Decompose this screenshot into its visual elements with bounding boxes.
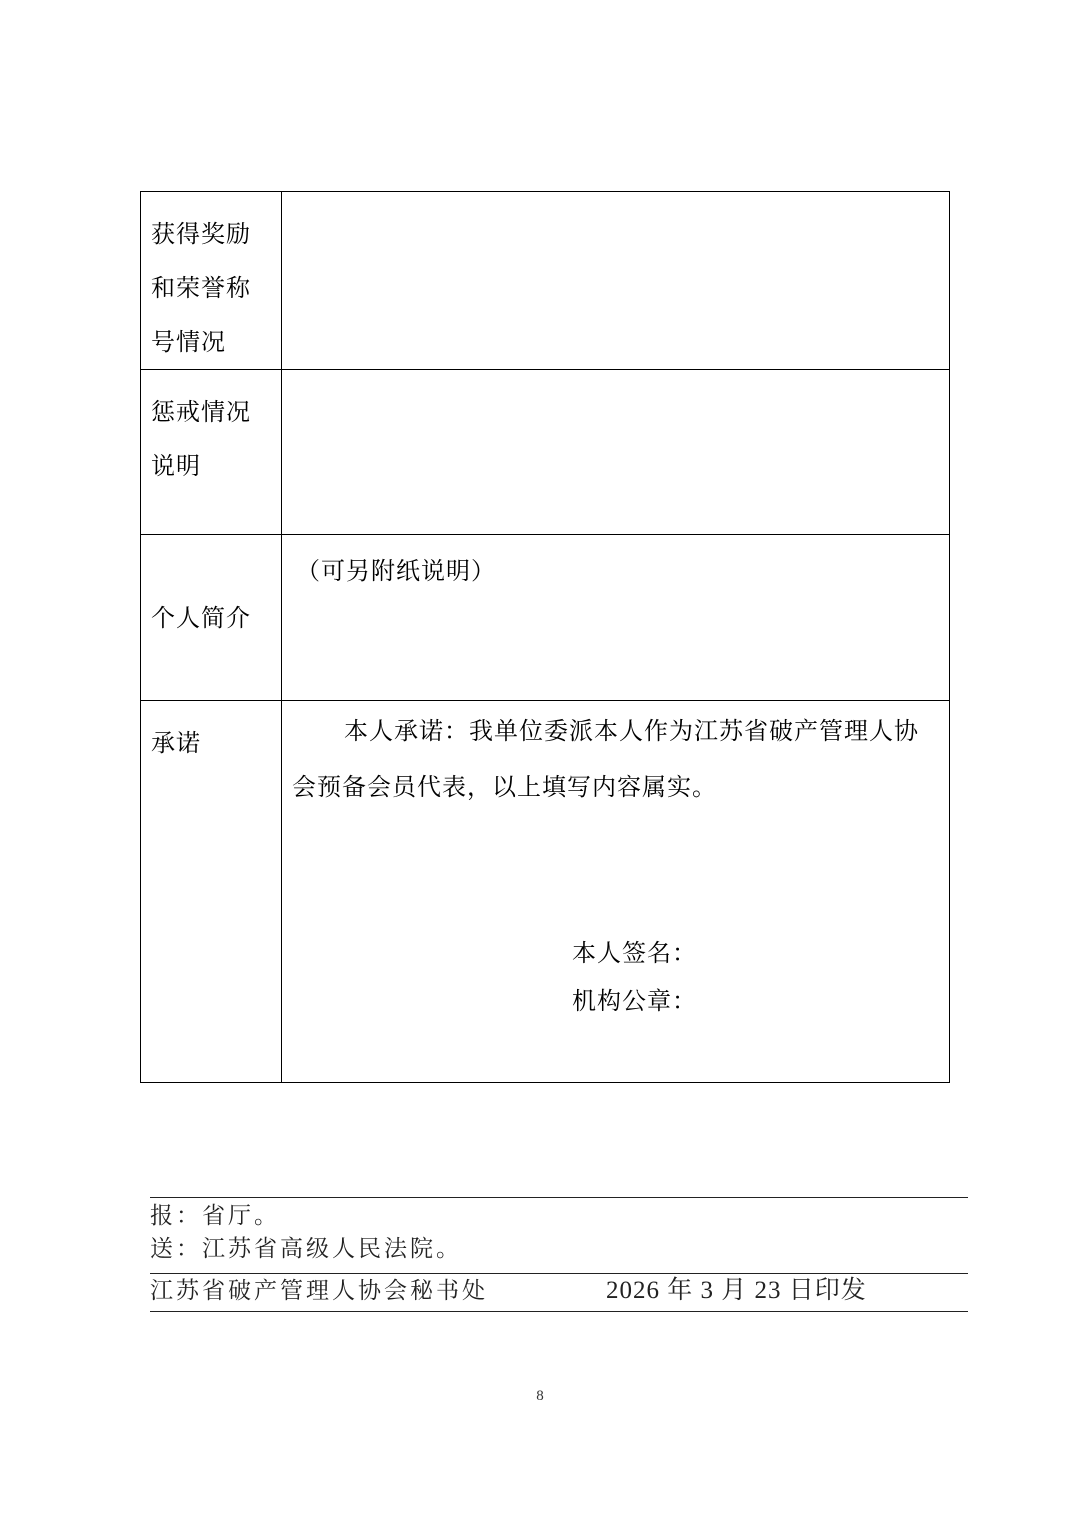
punishment-content[interactable] [282,370,950,535]
profile-note: （可另附纸说明） [296,557,496,585]
footer-middle-rule [150,1273,968,1274]
awards-content[interactable] [282,192,950,370]
issue-date: 2026 年 3 月 23 日印发 [606,1277,867,1304]
pledge-content[interactable] [282,701,950,1083]
pledge-text: 本人承诺：我单位委派本人作为江苏省破产管理人协会预备会员代表，以上填写内容属实。 [292,717,919,801]
page-number: 8 [536,1388,544,1404]
profile-label: 个人简介 [141,535,282,701]
member-form-table [140,191,950,1083]
punishment-label: 惩戒情况说明 [141,370,282,535]
report-to-line: 报：省厅。 [150,1203,280,1229]
signature-label: 本人签名： [572,939,697,967]
seal-label: 机构公章： [572,987,697,1015]
pledge-row [141,701,950,1083]
send-to-line: 送：江苏省高级人民法院。 [150,1236,462,1262]
awards-label: 获得奖励和荣誉称号情况 [141,192,282,370]
issuer-line: 江苏省破产管理人协会秘书处 [150,1278,488,1304]
profile-content[interactable] [282,535,950,701]
awards-row [141,192,950,370]
punishment-row [141,370,950,535]
footer-top-rule [150,1197,968,1198]
profile-row [141,535,950,701]
pledge-label: 承诺 [141,701,282,1083]
footer-bottom-rule [150,1311,968,1312]
